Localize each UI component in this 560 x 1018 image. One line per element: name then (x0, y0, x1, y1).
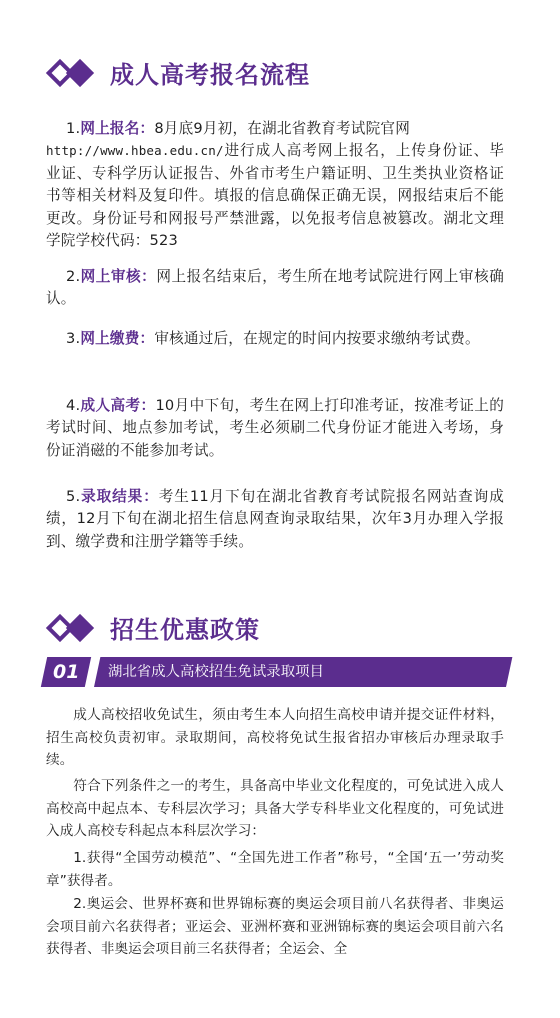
policy-paragraph: 成人高校招收免试生，须由考生本人向招生高校申请并提交证件材料，招生高校负责初审。录取期间，高校将免试生报省招办审核后办理录取手续。 (46, 707, 504, 769)
section-title: 成人高考报名流程 (110, 61, 310, 89)
policy-item: 2.奥运会、世界杯赛和世界锦标赛的奥运会项目前八名获得者、非奥运会项目前六名获得者；亚运会、亚洲杯赛和亚洲锦标赛的奥运会项目前六名获得者、非奥运会项目前三名获得者；全运会、全 (46, 896, 504, 958)
step-number: 3. (66, 330, 81, 347)
step-text: 进行成人高考网上报名，上传身份证、毕业证、专科学历认证报告、外省市考生户籍证明、卫生类执业资格证书等相关材料及复印件。填报的信息确保正确无误，网报结束后不能更改。身份证号和网报号严禁泄露，以免报考信息被篡改。湖北文理学院学校代码：523 (46, 142, 504, 250)
step-text: 考生11月下旬在湖北省教育考试院报名网站查询成绩，12月下旬在湖北招生信息网查询录取结果，次年3月办理入学报到、缴学费和注册学籍等手续。 (46, 488, 504, 550)
step-keyword: 网上缴费： (80, 330, 155, 347)
policy-paragraph: 符合下列条件之一的考生，具备高中毕业文化程度的，可免试进入成人高校高中起点本、专科层次学习；具备大学专科毕业文化程度的，可免试进入成人高校专科起点本科层次学习： (46, 778, 504, 840)
section-heading-process (48, 55, 310, 90)
step-text: 网上报名结束后，考生所在地考试院进行网上审核确认。 (46, 268, 504, 308)
step-keyword: 录取结果： (80, 488, 159, 505)
policy-item: 1.获得“全国劳动模范”、“全国先进工作者”称号，“全国‘五一’劳动奖章”获得者。 (46, 850, 504, 889)
step-text: 8月底9月初，在湖北省教育考试院官网 (154, 120, 410, 137)
section-title: 招生优惠政策 (110, 616, 260, 644)
step-3 (46, 328, 504, 350)
step-keyword: 网上审核： (80, 268, 157, 285)
diamond-icon (48, 612, 104, 644)
banner-number: 01 (52, 661, 80, 683)
step-number: 1. (66, 120, 81, 137)
step-text: 审核通过后，在规定的时间内按要求缴纳考试费。 (154, 330, 480, 347)
step-2 (46, 266, 504, 311)
step-number: 4. (66, 397, 81, 414)
step-number: 5. (66, 488, 81, 505)
banner-number-box (41, 657, 91, 687)
website-url: http://www.hbea.edu.cn/ (46, 143, 224, 159)
step-1 (46, 118, 504, 252)
step-5 (46, 486, 504, 553)
step-keyword: 成人高考： (80, 397, 156, 414)
diamond-icon (48, 57, 104, 89)
subsection-banner (44, 657, 506, 687)
step-4 (46, 395, 504, 462)
section-heading-policy (48, 610, 260, 645)
step-keyword: 网上报名： (80, 120, 155, 137)
banner-title: 湖北省成人高校招生免试录取项目 (108, 664, 324, 680)
step-text: 10月中下旬，考生在网上打印准考证，按准考证上的考试时间、地点参加考试，考生必须刷二代身份证才能进入考场，身份证消磁的不能参加考试。 (46, 397, 504, 459)
step-number: 2. (66, 268, 81, 285)
